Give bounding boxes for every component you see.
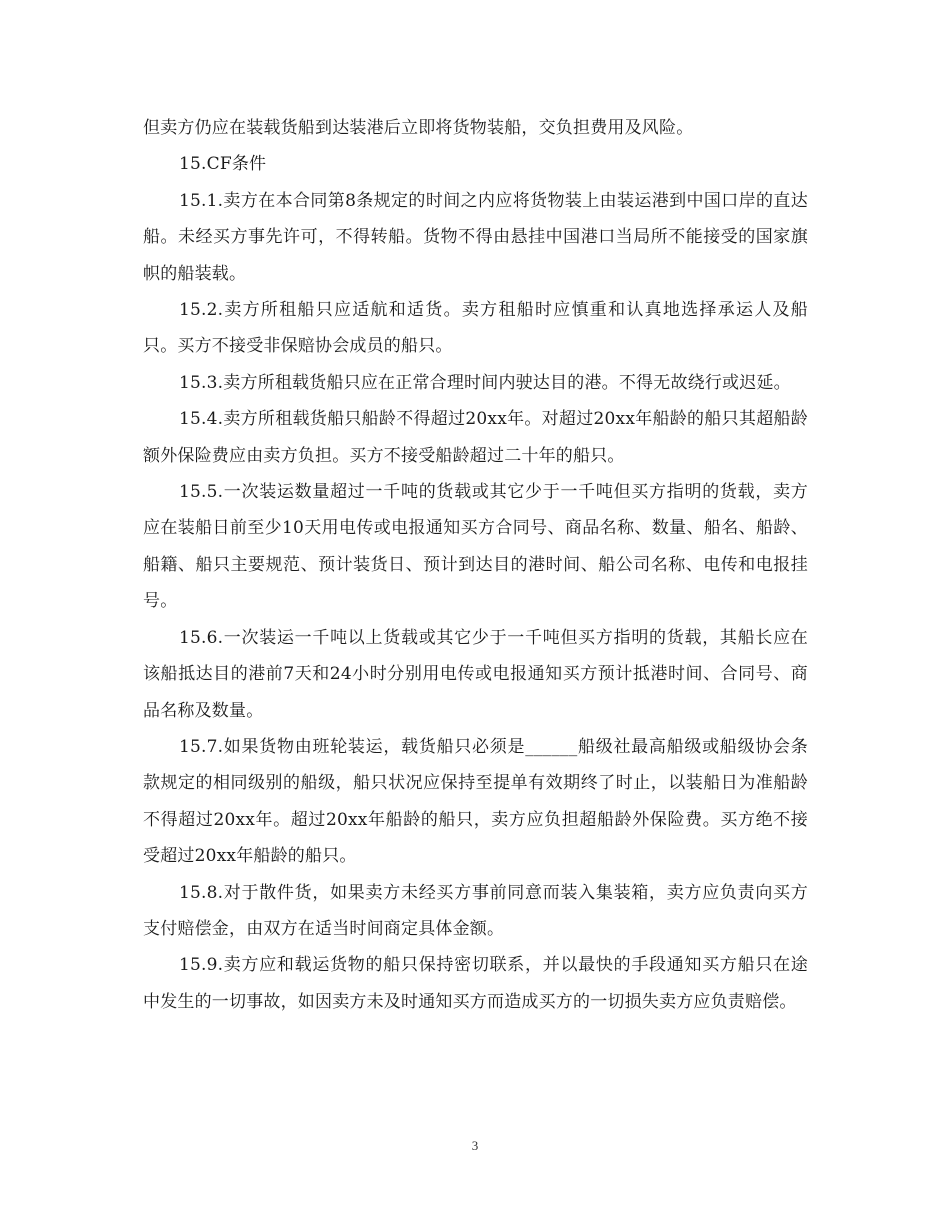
document-body — [143, 110, 808, 1020]
paragraph-continuation: 但卖方仍应在装载货船到达装港后立即将货物装船，交负担费用及风险。 — [143, 118, 694, 138]
clause-15-1: 15.1.卖方在本合同第8条规定的时间之内应将货物装上由装运港到中国口岸的直达船。未经买方事先许可，不得转船。货物不得由悬挂中国港口当局所不能接受的国家旗帜的船装载。 — [143, 190, 808, 284]
clause-15-4: 15.4.卖方所租载货船只船龄不得超过20xx年。对超过20xx年船龄的船只其超船龄额外保险费应由卖方负担。买方不接受船龄超过二十年的船只。 — [143, 409, 808, 466]
section-heading-cf-terms: 15.CF条件 — [179, 154, 267, 175]
clause-15-6: 15.6.一次装运一千吨以上货载或其它少于一千吨但买方指明的货载，其船长应在该船抵达目的港前7天和24小时分别用电传或电报通知买方预计抵港时间、合同号、商品名称及数量。 — [143, 627, 808, 721]
page-number: 3 — [471, 1138, 479, 1153]
clause-15-7: 15.7.如果货物由班轮装运，载货船只必须是______船级社最高船级或船级协会条款规定的相同级别的船级，船只状况应保持至提单有效期终了时止，以装船日为准船龄不得超过20xx年。超过20xx年船龄的船只，卖方应负担超船龄外保险费。买方绝不接受超过20xx年船龄的船只。 — [143, 736, 808, 867]
clause-15-9: 15.9.卖方应和载运货物的船只保持密切联系，并以最快的手段通知买方船只在途中发生的一切事故，如因卖方未及时通知买方而造成买方的一切损失卖方应负责赔偿。 — [143, 955, 808, 1012]
clause-15-3: 15.3.卖方所租载货船只应在正常合理时间内驶达目的港。不得无故绕行或迟延。 — [179, 372, 791, 393]
clause-15-8: 15.8.对于散件货，如果卖方未经买方事前同意而装入集装箱，卖方应负责向买方支付赔偿金，由双方在适当时间商定具体金额。 — [143, 882, 808, 939]
clause-15-2: 15.2.卖方所租船只应适航和适货。卖方租船时应慎重和认真地选择承运人及船只。买方不接受非保赔协会成员的船只。 — [143, 300, 808, 357]
clause-15-5: 15.5.一次装运数量超过一千吨的货载或其它少于一千吨但买方指明的货载，卖方应在装船日前至少10天用电传或电报通知买方合同号、商品名称、数量、船名、船龄、船籍、船只主要规范、预计装货日、预计到达目的港时间、船公司名称、电传和电报挂号。 — [143, 482, 808, 612]
